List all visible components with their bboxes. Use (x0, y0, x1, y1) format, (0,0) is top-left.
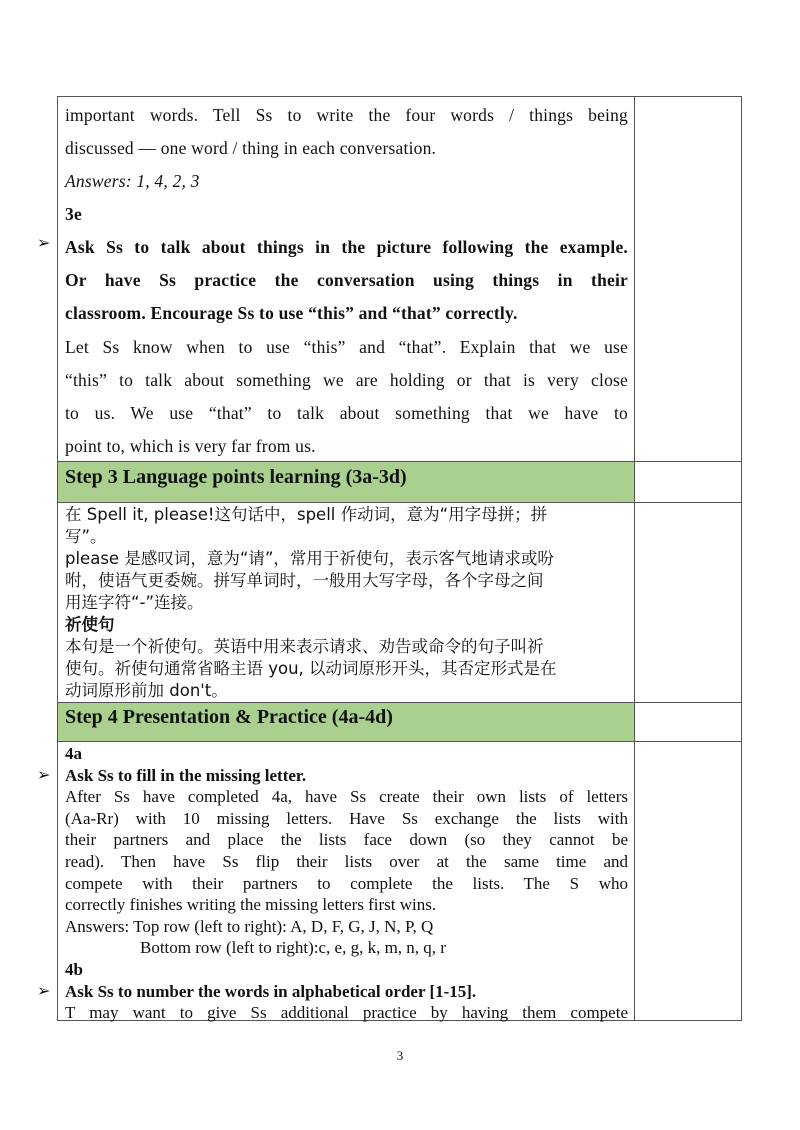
bullet-arrow-icon: ➢ (37, 765, 51, 784)
step3-title (65, 466, 628, 489)
column-divider (634, 96, 635, 1021)
text-line: 在 Spell it, please!这句话中，spell 作动词，意为“用字母拼；拼 (65, 505, 548, 524)
text-line: 本句是一个祈使句。英语中用来表示请求、劝告或命令的句子叫祈 (65, 637, 544, 656)
text-line: to us. We use “that” to talk about something that we have to (65, 403, 628, 423)
bold-line: Or have Ss practice the conversation using things in their (65, 270, 628, 290)
text-line: 写”。 (65, 527, 107, 546)
text-line: 咐，使语气更委婉。拼写单词时，一般用大写字母，各个字母之间 (65, 571, 544, 590)
text-line: 动词原形前加 don't。 (65, 681, 228, 700)
bold-line: classroom. Encourage Ss to use “this” and “that” correctly. (65, 303, 518, 323)
text-line: correctly finishes writing the missing letters first wins. (65, 895, 437, 915)
section-3d-3e (65, 98, 628, 463)
answers-bottom: Bottom row (left to right):c, e, g, k, m, n, q, r (140, 938, 446, 958)
page-number: 3 (396, 1048, 404, 1063)
text-line: After Ss have completed 4a, have Ss create their own lists of letters (65, 787, 628, 807)
step3-title-text: Step 3 Language points learning (3a-3d) (65, 466, 407, 488)
bullet-arrow-icon: ➢ (37, 981, 51, 1000)
text-line: compete with their partners to complete the lists. The S who (65, 873, 628, 893)
text-line: T may want to give Ss additional practice by having them compete (65, 1003, 628, 1023)
text-line: (Aa-Rr) with 10 missing letters. Have Ss exchange the lists with (65, 808, 628, 828)
row-divider (57, 702, 742, 703)
text-line: discussed — one word / thing in each conversation. (65, 138, 437, 158)
heading-4a: 4a (65, 744, 82, 763)
row-divider (57, 502, 742, 503)
step4-title-text: Step 4 Presentation & Practice (4a-4d) (65, 706, 393, 728)
section-4a-4b (65, 743, 628, 1024)
text-line: their partners and place the lists face down (so they cannot be (65, 830, 628, 850)
text-line: important words. Tell Ss to write the four words / things being (65, 105, 628, 125)
row-divider (57, 741, 742, 742)
text-line: 用连字符“-”连接。 (65, 593, 204, 612)
bold-line: Ask Ss to number the words in alphabetical order [1-15]. (65, 981, 477, 1001)
text-line: “this” to talk about something we are holding or that is very close (65, 370, 628, 390)
bold-line: Ask Ss to fill in the missing letter. (65, 765, 307, 785)
heading-3e: 3e (65, 204, 82, 224)
step4-title (65, 706, 628, 729)
section-language-points (65, 504, 628, 702)
text-line: Let Ss know when to use “this” and “that”. Explain that we use (65, 337, 628, 357)
bullet-arrow-icon: ➢ (37, 233, 51, 252)
text-line: point to, which is very far from us. (65, 436, 316, 456)
text-line: 使句。祈使句通常省略主语 you, 以动词原形开头，其否定形式是在 (65, 659, 557, 678)
text-line: read). Then have Ss flip their lists over at the same time and (65, 851, 628, 871)
answers-top: Answers: Top row (left to right): A, D, F, G, J, N, P, Q (65, 916, 434, 936)
bold-line: Ask Ss to talk about things in the picture following the example. (65, 237, 628, 257)
text-line: please 是感叹词，意为“请”，常用于祈使句，表示客气地请求或吩 (65, 549, 554, 568)
answers-line: Answers: 1, 4, 2, 3 (65, 171, 200, 191)
subheading: 祈使句 (65, 615, 115, 634)
heading-4b: 4b (65, 959, 83, 979)
